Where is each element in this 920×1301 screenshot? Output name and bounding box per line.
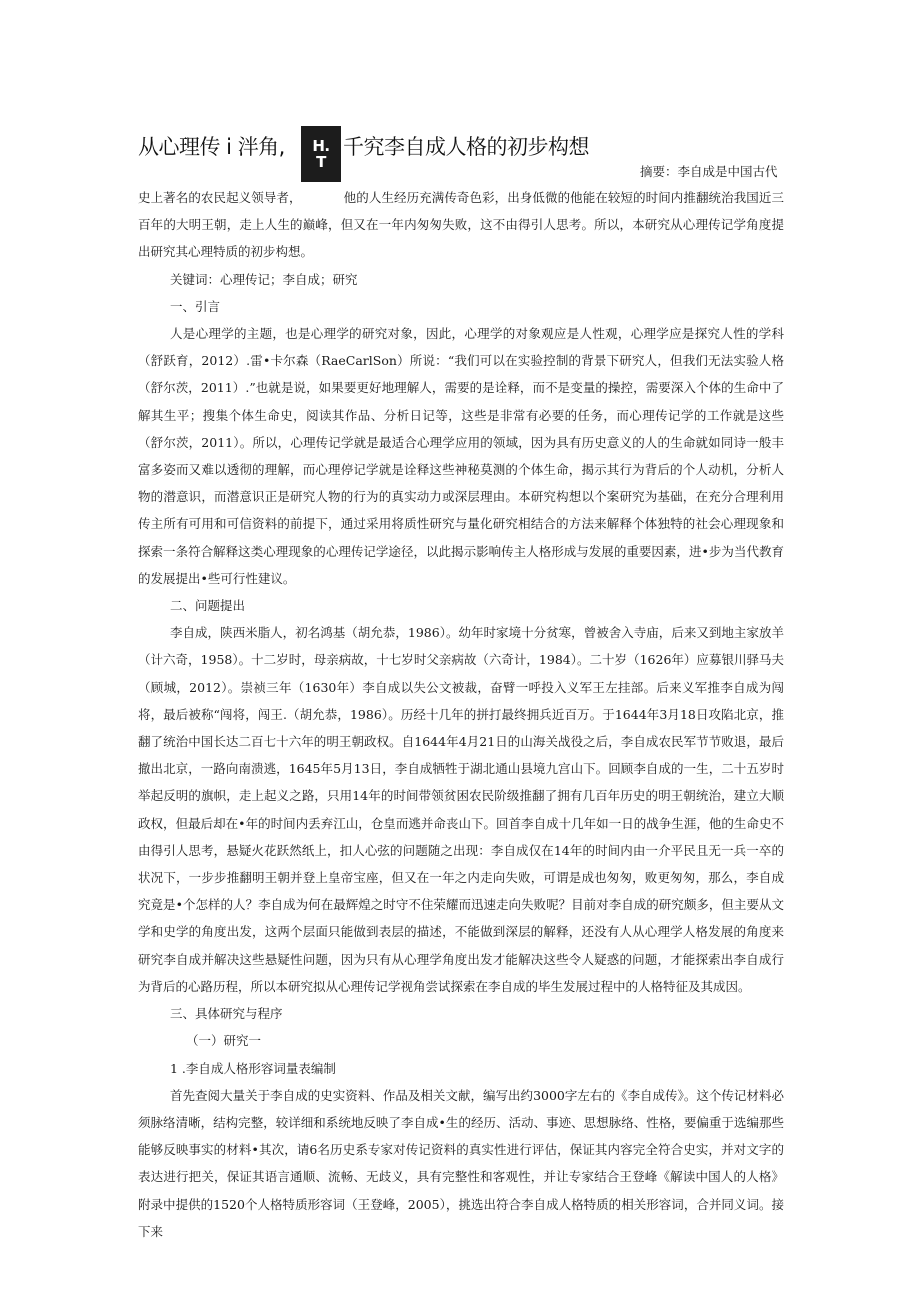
intro-paragraph: 人是心理学的主题，也是心理学的研究对象，因此，心理学的对象观应是人性观，心理学应是探究人性的学科（舒跃育，2012）.雷•卡尔森（RaeCarlSon）所说：“我们可以在实验控制的背景下研究人，但我们无法实验人格（舒尔茨，2011）.”也就是说，如果要更好地理解人，需要的是诠释，而不是变量的操控，需要深入个体的生命中了解其生平；搜集个体生命史，阅读其作品、分析日记等，这些是非常有必要的任务，而心理传记学的工作就是这些（舒尔茨，2011）。所以，心理传记学就是最适合心理学应用的领域，因为具有历史意义的人的生命就如同诗一般丰富多姿而又难以透彻的理解，而心理停记学就是诠释这些神秘莫测的个体生命，揭示其行为背后的个人动机，分析人物的潜意识，而潜意识正是研究人物的行为的真实动力或深层理由。本研究构想以个案研究为基础，在充分合理利用传主所有可用和可信资料的前提下，通过采用将质性研究与量化研究相结合的方法来解释个体独特的社会心理现象和探索一条符合解释这类心理现象的心理传记学途径，以此揭示影响传主人格形成与发展的重要因素，进•步为当代教育的发展提出•些可行性建议。 bbox=[138, 326, 784, 586]
title-part-2: 千究李自成人格的初步构想 bbox=[343, 135, 589, 159]
item-heading-scale: 1 .李自成人格形容词量表编制 bbox=[170, 1060, 336, 1076]
document-body bbox=[138, 184, 784, 1245]
title-stamp-line-2: T bbox=[316, 153, 326, 171]
abstract-line-1b: 他的人生经历充满传奇色彩，出身低微的他能在较短的时间内推翻统治我国近三 bbox=[343, 190, 784, 205]
title-stamp-line-1: H. bbox=[312, 136, 330, 155]
abstract-line-1a: 史上著名的农民起义领导者， bbox=[138, 190, 302, 205]
abstract-text bbox=[138, 184, 784, 266]
section-heading-intro: 一、引言 bbox=[170, 298, 221, 314]
section-heading-method: 三、具体研究与程序 bbox=[170, 1006, 283, 1022]
subsection-heading-study-1: （一）研究一 bbox=[186, 1033, 262, 1049]
problem-paragraph: 李自成，陕西米脂人，初名鸿基（胡允恭，1986）。幼年时家境十分贫寒，曾被舍入寺庙，后来又到地主家放羊（计六奇，1958）。十二岁时，母亲病故，十七岁时父亲病故（六奇计，1984）。二十岁（1626年）应募银川驿马夫（顾城，2012）。崇祯三年（1630年）李自成以失公文被裁，奋臂一呼投入义军王左挂部。后来义军推李自成为闯将，最后被称“闯将，闯王.（胡允恭，1986）。历经十几年的拼打最终拥兵近百万。于1644年3月18日攻陷北京，推翻了统治中国长达二百七十六年的明王朝政权。自1644年4月21日的山海关战役之后，李自成农民军节节败退，最后撤出北京，一路向南溃逃，1645年5月13日，李自成牺牲于湖北通山县境九宫山下。回顾李自成的一生，二十五岁时举起反明的旗帜，走上起义之路，只用14年的时间带领贫困农民阶级推翻了拥有几百年历史的明王朝统治，建立大顺政权，但最后却在•年的时间内丢弃江山，仓皇而逃并命丧山下。回首李自成十几年如一日的战争生涯，他的生命史不由得引人思考，悬疑火花跃然纸上，扣人心弦的问题随之出现：李自成仅在14年的时间内由一介平民且无一兵一卒的状况下，一步步推翻明王朝并登上皇帝宝座，但又在一年之内走向失败，可谓是成也匆匆，败更匆匆，那么，李自成究竟是•个怎样的人？李自成为何在最辉煌之时守不住荣耀而迅速走向失败呢？目前对李自成的研究颇多，但主要从文学和史学的角度出发，这两个层面只能做到表层的描述，不能做到深层的解释，还没有人从心理学人格发展的角度来研究李自成并解决这些悬疑性问题，因为只有从心理学角度出发才能解决这些令人疑惑的问题，才能探索出李自成行为背后的心路历程，所以本研究拟从心理传记学视角尝试探索在李自成的毕生发展过程中的人格特征及其成因。 bbox=[138, 625, 784, 994]
title-part-1: 从心理传 i 泮角, bbox=[138, 135, 285, 159]
section-heading-problem: 二、问题提出 bbox=[170, 598, 246, 614]
abstract-rest: 百年的大明王朝，走上人生的巅峰，但又在一年内匆匆失败，这不由得引人思考。所以，本研究从心理传记学角度提出研究其心理特质的初步构想。 bbox=[138, 217, 784, 260]
title-stamp bbox=[301, 126, 341, 182]
abstract-heading: 摘要：李自成是中国古代 bbox=[640, 164, 778, 179]
keywords: 关键词：心理传记；李自成；研究 bbox=[170, 271, 358, 287]
method-paragraph: 首先查阅大量关于李自成的史实资料、作品及相关文献，编写出约3000字左右的《李自成传》。这个传记材料必须脉络清晰，结构完整，较详细和系统地反映了李自成•生的经历、活动、事迹、思想脉络、性格，要偏重于选编那些能够反映事实的材料•其次，请6名历史系专家对传记资料的真实性进行评估，保证其内容完全符合史实，并对文字的表达进行把关，保证其语言通顺、流畅、无歧义，具有完整性和客观性，并让专家结合王登峰《解读中国人的人格》附录中提供的1520个人格特质形容词（王登峰，2005），挑选出符合李自成人格特质的相关形容词，合并同义词。接下来 bbox=[138, 1087, 784, 1239]
